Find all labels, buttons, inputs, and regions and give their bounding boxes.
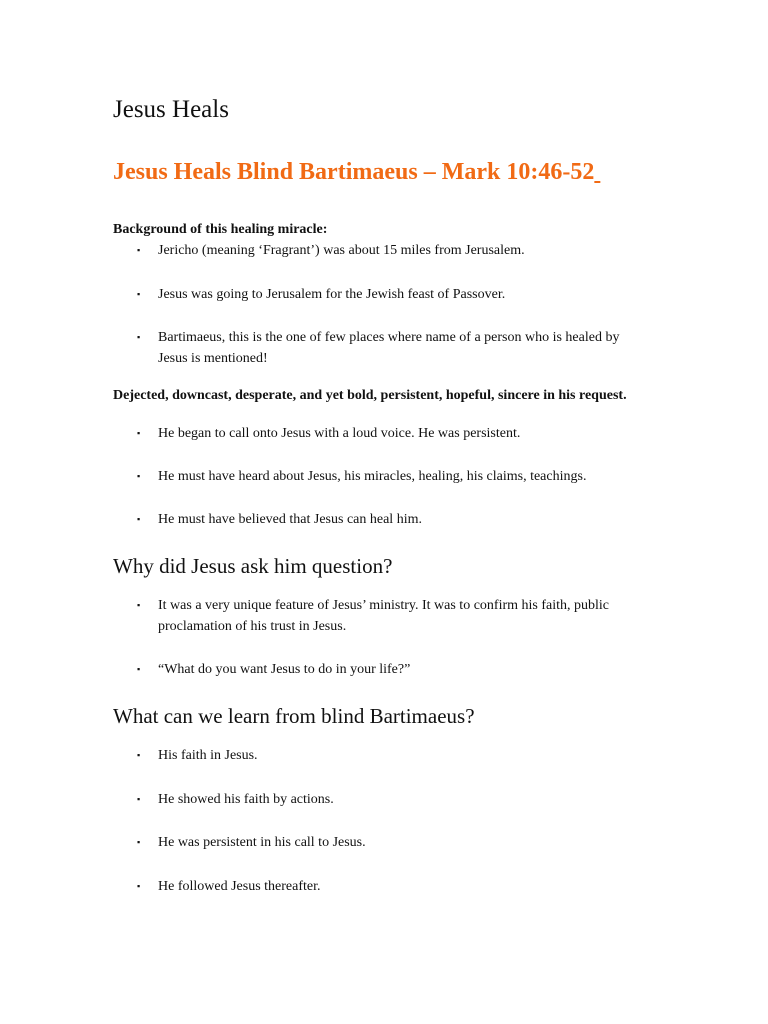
list-item-text: He showed his faith by actions. (158, 792, 334, 807)
section-heading-background: Background of this healing miracle: (113, 222, 328, 237)
section-heading-lessons: What can we learn from blind Bartimaeus? (113, 704, 475, 728)
bullet-icon: ▪ (137, 428, 141, 438)
bullet-icon: ▪ (137, 600, 141, 610)
document-title: Jesus Heals (113, 96, 229, 123)
bullet-icon: ▪ (137, 289, 141, 299)
list-item-text: His faith in Jesus. (158, 748, 258, 763)
bullet-icon: ▪ (137, 332, 141, 342)
main-heading-text: Jesus Heals Blind Bartimaeus – Mark 10:46-52 (113, 159, 595, 185)
bullet-icon: ▪ (137, 664, 141, 674)
bullet-icon: ▪ (137, 471, 141, 481)
main-heading (113, 156, 600, 188)
bullet-icon: ▪ (137, 245, 141, 255)
list-item-text: Jericho (meaning ‘Fragrant’) was about 15 miles from Jerusalem. (158, 243, 525, 258)
list-item-text: He must have believed that Jesus can heal him. (158, 512, 422, 527)
list-item-text: He followed Jesus thereafter. (158, 879, 321, 894)
heading-underline-mark (594, 159, 600, 185)
list-item-text: He began to call onto Jesus with a loud voice. He was persistent. (158, 426, 521, 441)
list-item-text: Bartimaeus, this is the one of few places where name of a person who is healed by Jesus is mentioned! (158, 330, 620, 366)
section-heading-request: Dejected, downcast, desperate, and yet bold, persistent, hopeful, sincere in his request. (113, 388, 627, 403)
bullet-icon: ▪ (137, 794, 141, 804)
list-item-text: He was persistent in his call to Jesus. (158, 835, 366, 850)
list-item-text: Jesus was going to Jerusalem for the Jewish feast of Passover. (158, 287, 506, 302)
section-heading-question: Why did Jesus ask him question? (113, 554, 393, 578)
bullet-icon: ▪ (137, 881, 141, 891)
bullet-icon: ▪ (137, 750, 141, 760)
bullet-icon: ▪ (137, 514, 141, 524)
list-item-text: “What do you want Jesus to do in your life?” (158, 662, 411, 677)
list-item-text: It was a very unique feature of Jesus’ ministry. It was to confirm his faith, public proclamation of his trust in Jesus. (158, 598, 609, 634)
list-item-text: He must have heard about Jesus, his miracles, healing, his claims, teachings. (158, 469, 587, 484)
bullet-icon: ▪ (137, 837, 141, 847)
